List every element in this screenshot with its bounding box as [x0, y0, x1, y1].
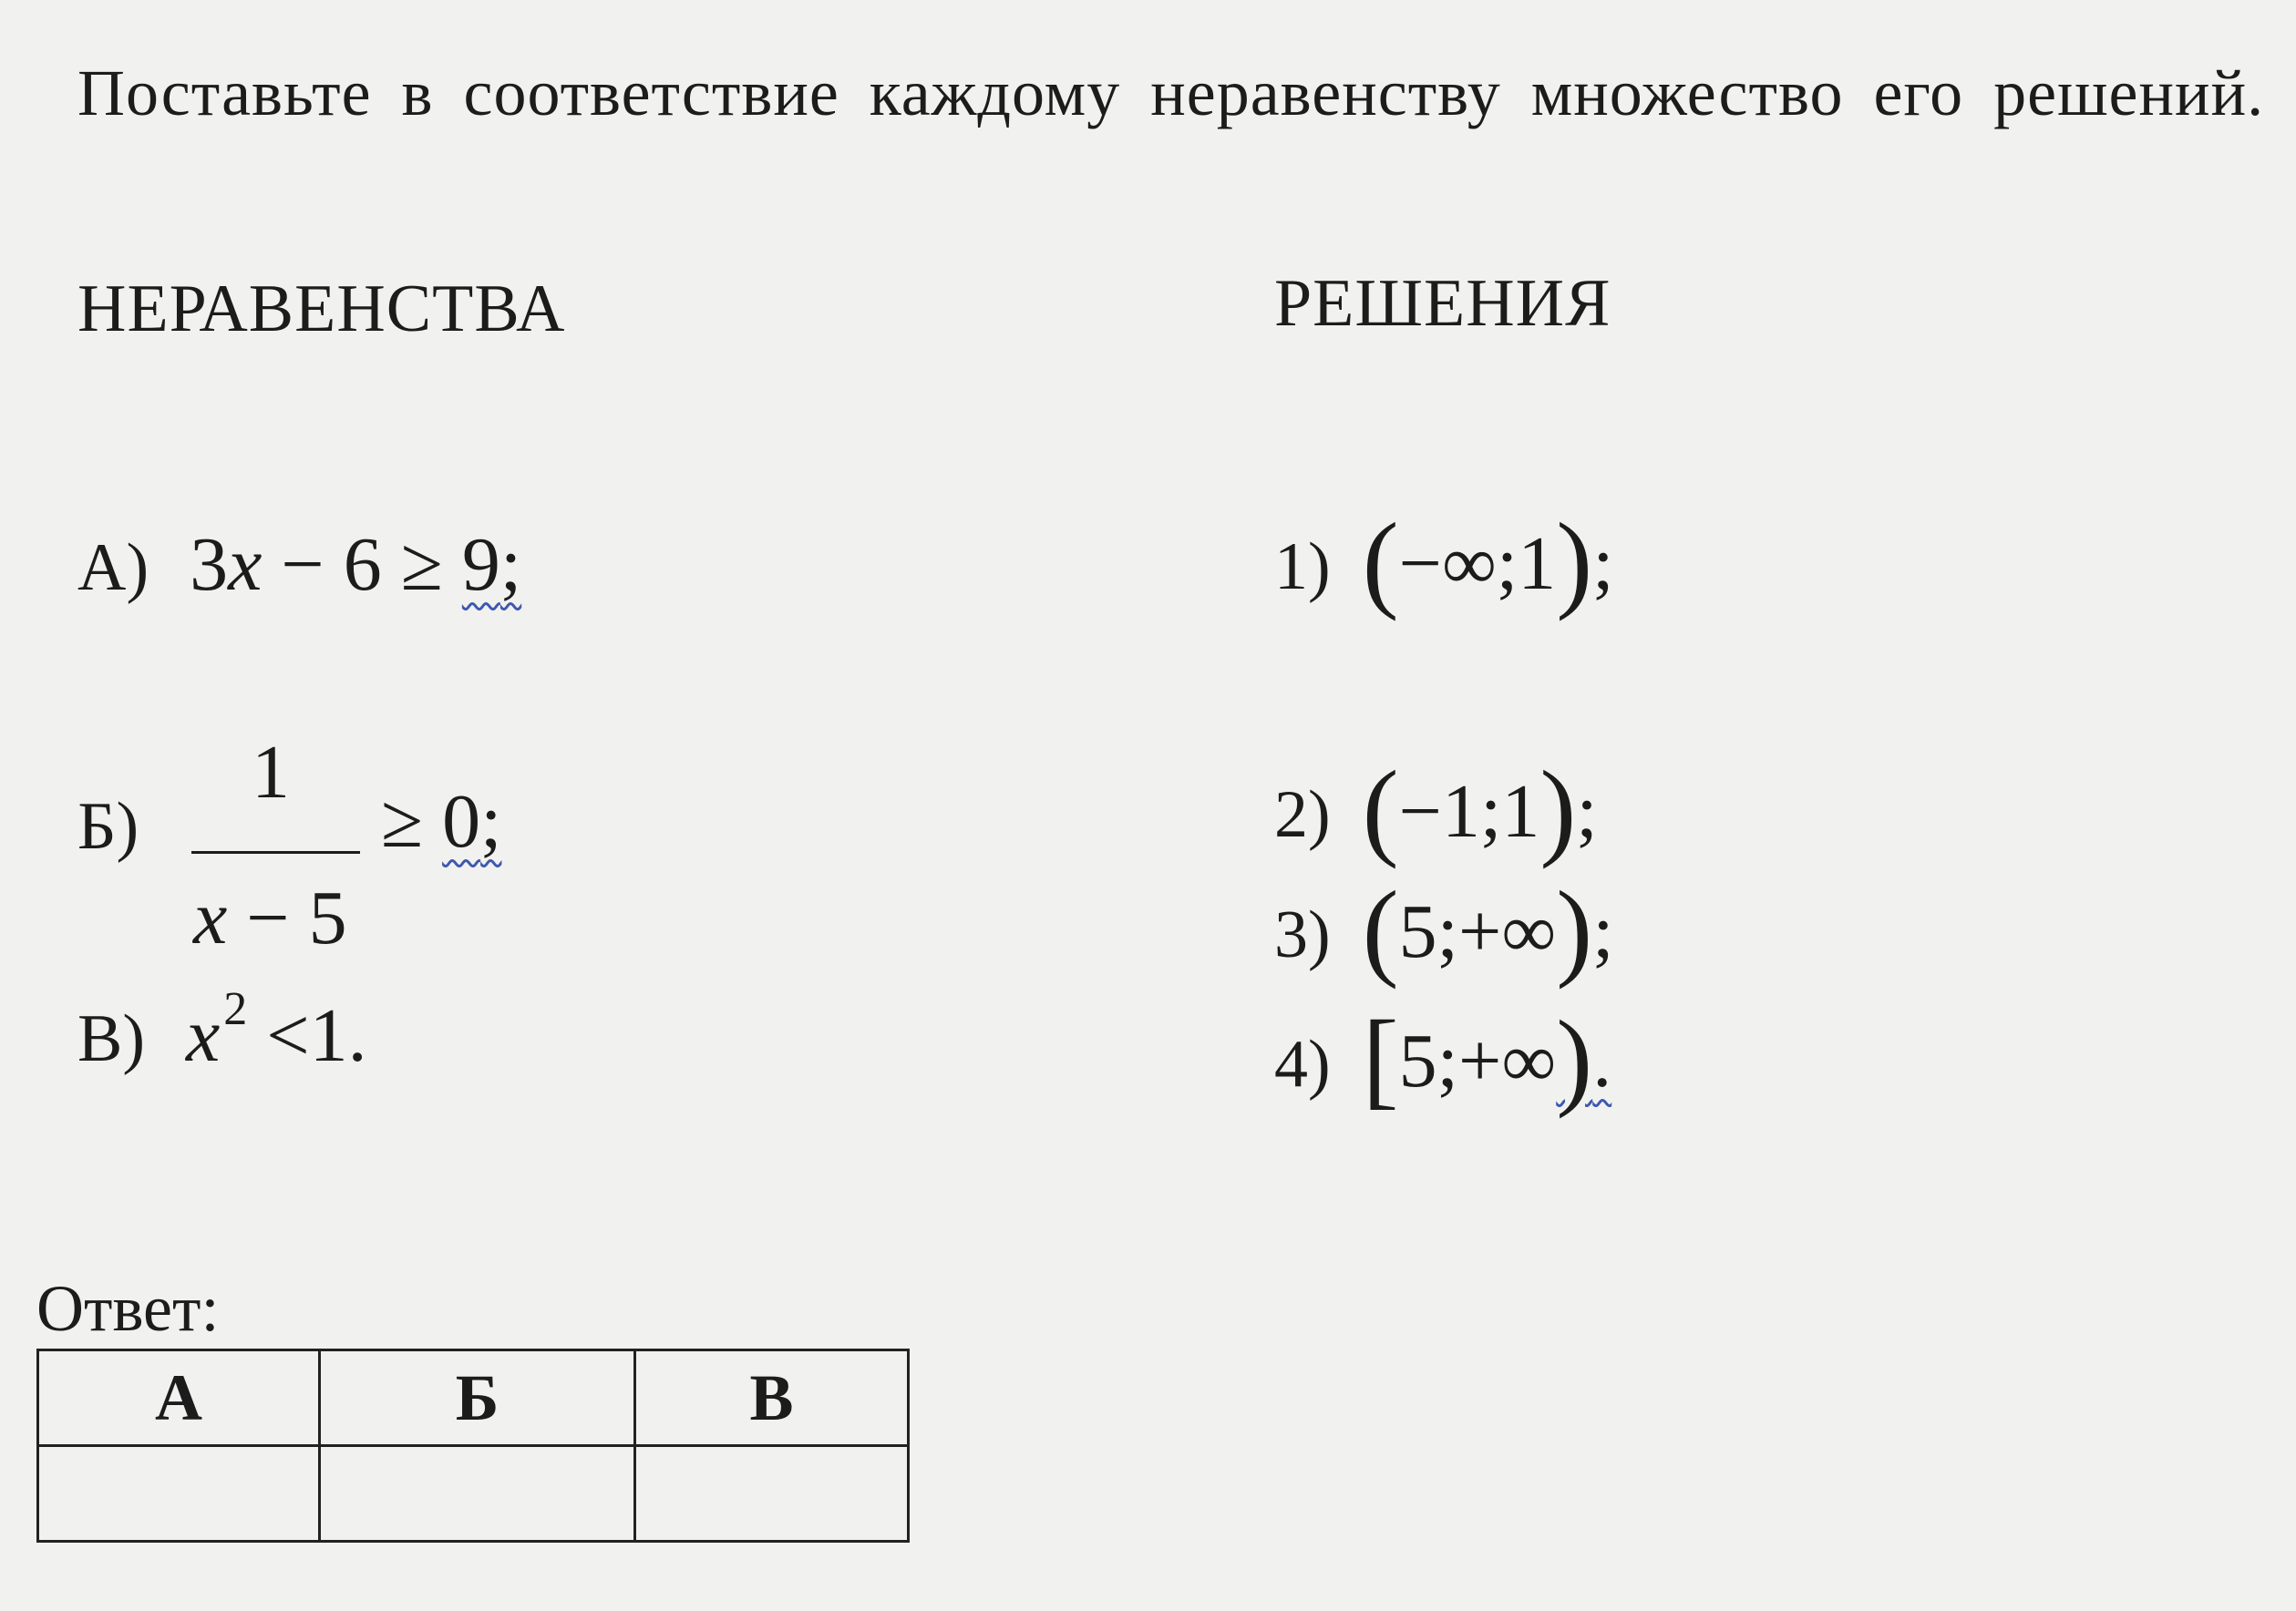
answer-col-b-header: Б — [320, 1350, 635, 1446]
inequality-b-den-variable: x — [193, 876, 228, 960]
answer-col-a-header: А — [38, 1350, 320, 1446]
inequality-b-denominator — [193, 876, 347, 960]
inequality-b-relation — [381, 779, 502, 864]
inequality-v-rest: <1. — [247, 993, 367, 1078]
solution-3-label: 3) — [1274, 898, 1331, 972]
inequality-b-numerator: 1 — [252, 730, 290, 815]
solution-1 — [1274, 500, 1614, 621]
solution-2 — [1274, 748, 1598, 869]
solution-3-body: 5;+∞ — [1398, 889, 1557, 974]
answer-input-row — [38, 1446, 909, 1542]
solution-3-open: ( — [1362, 868, 1399, 990]
solution-2-close: ) — [1539, 748, 1577, 869]
solutions-header: РЕШЕНИЯ — [1274, 266, 1611, 341]
inequality-b-label-wrap — [77, 789, 139, 864]
inequality-v — [77, 983, 367, 1078]
solution-1-label: 1) — [1274, 529, 1331, 604]
inequality-a-label: А) — [77, 530, 149, 605]
solution-1-close: ) — [1556, 500, 1593, 621]
solution-2-end: ; — [1576, 769, 1598, 854]
solution-1-body: −∞;1 — [1398, 521, 1557, 606]
answer-cell-v[interactable] — [635, 1446, 909, 1542]
solution-1-end: ; — [1592, 521, 1614, 606]
inequality-a-variable: x — [228, 522, 263, 607]
answer-label: Ответ: — [36, 1272, 220, 1345]
solution-3 — [1274, 868, 1614, 990]
solution-2-open: ( — [1362, 748, 1399, 869]
inequalities-header: НЕРАВЕНСТВА — [77, 272, 566, 346]
answer-header-row — [38, 1350, 909, 1446]
inequality-b-den-rest: − 5 — [227, 876, 347, 960]
solution-1-open: ( — [1362, 500, 1399, 621]
inequality-v-label: В) — [77, 1001, 145, 1076]
solution-3-end: ; — [1592, 889, 1614, 974]
inequality-v-power: 2 — [223, 983, 248, 1035]
solution-3-close: ) — [1556, 868, 1593, 990]
inequality-v-variable: x — [186, 993, 221, 1078]
answer-cell-b[interactable] — [320, 1446, 635, 1542]
inequality-a-end: ; — [499, 522, 522, 607]
inequality-b-rhs: 0 — [442, 779, 481, 864]
inequality-b-label: Б) — [77, 789, 139, 864]
inequality-a-rest: − 6 ≥ — [262, 522, 462, 607]
solution-4 — [1274, 998, 1612, 1119]
inequality-a — [77, 522, 522, 607]
solution-4-body: 5;+∞ — [1398, 1019, 1557, 1103]
inequality-b-end: ; — [480, 779, 502, 864]
solution-4-open: [ — [1362, 998, 1399, 1119]
solution-4-close: ) — [1556, 998, 1593, 1119]
inequality-a-coef: 3 — [190, 522, 229, 607]
solution-2-body: −1;1 — [1398, 769, 1540, 854]
solution-4-end: . — [1592, 1019, 1612, 1103]
answer-table — [36, 1349, 910, 1543]
inequality-b-fraction-bar — [191, 851, 360, 854]
solution-2-label: 2) — [1274, 777, 1331, 852]
solution-4-label: 4) — [1274, 1027, 1331, 1102]
answer-cell-a[interactable] — [38, 1446, 320, 1542]
inequality-a-rhs: 9 — [461, 522, 500, 607]
inequality-b-rel: ≥ — [381, 779, 443, 864]
answer-col-v-header: В — [635, 1350, 909, 1446]
task-prompt: Поставьте в соответствие каждому неравенству множество его решений. — [77, 56, 2265, 129]
